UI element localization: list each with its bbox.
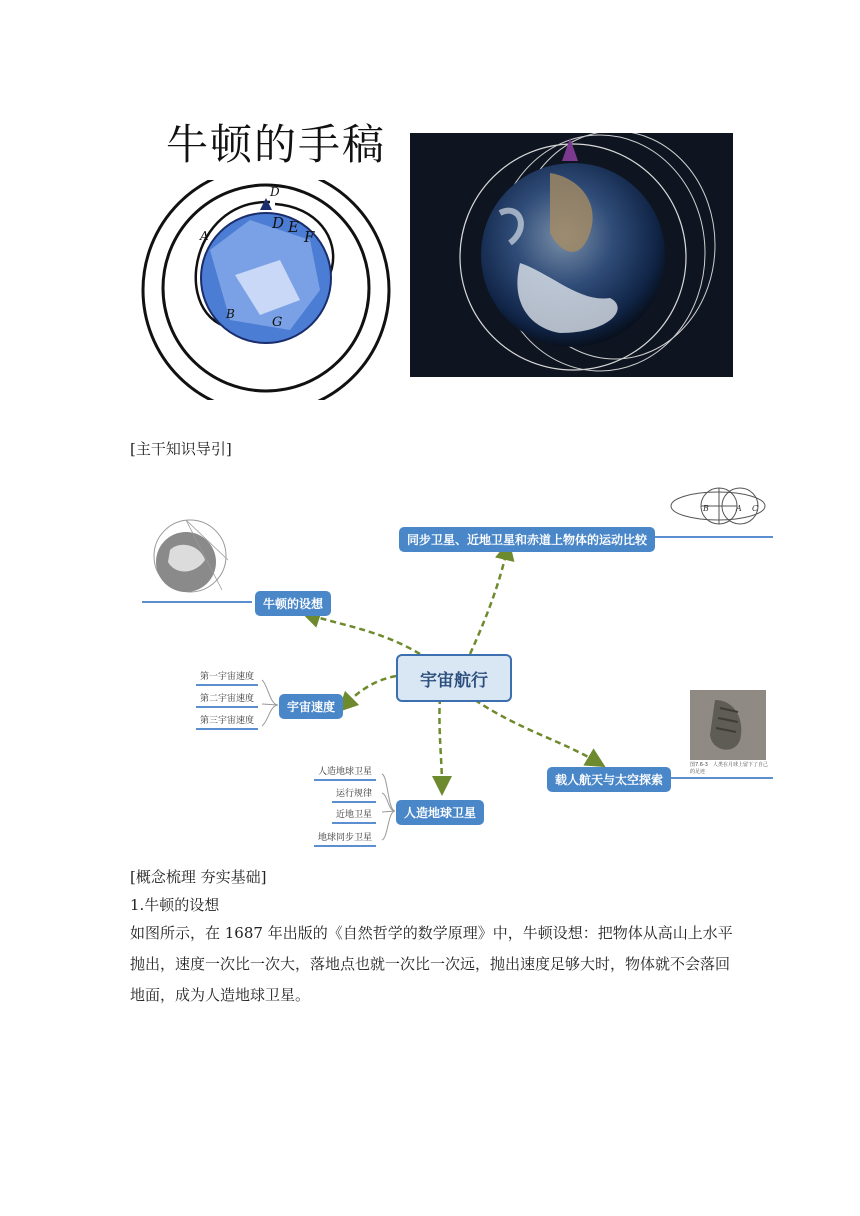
orbit-label: C (752, 504, 759, 513)
article-line: 地面，成为人造地球卫星。 (130, 986, 311, 1004)
sub-item[interactable]: 人造地球卫星 (314, 764, 376, 781)
sketch-label: F (304, 228, 315, 246)
sketch-label: A (200, 229, 209, 243)
globe-icon (154, 520, 228, 592)
section-heading: [主干知识导引] (130, 440, 232, 458)
article-line: 抛出，速度一次比一次大，落地点也就一次比一次远，抛出速度足够大时，物体就不会落回 (130, 955, 731, 973)
sub-item[interactable]: 第二宇宙速度 (196, 691, 258, 708)
sketch-label: E (288, 218, 299, 236)
photo-caption: 图7.6-3 人类在月球上留下了自己的足迹 (690, 762, 768, 775)
moon-footprint-photo (690, 690, 766, 760)
node-cosmic-velocity[interactable]: 宇宙速度 (279, 694, 343, 719)
orbit-label: B (703, 504, 709, 513)
section-heading: [概念梳理 夯实基础] (130, 868, 267, 886)
sub-item[interactable]: 近地卫星 (332, 807, 376, 824)
node-newton-hypothesis[interactable]: 牛顿的设想 (255, 591, 331, 616)
orbit-icon (671, 488, 765, 524)
article-heading: 1.牛顿的设想 (130, 896, 220, 914)
node-manned-spaceflight[interactable]: 载人航天与太空探索 (547, 767, 671, 792)
sketch-label: B (226, 307, 235, 321)
figure-title: 牛顿的手稿 (166, 120, 387, 169)
article-line: 如图所示，在 1687 年出版的《自然哲学的数学原理》中，牛顿设想：把物体从高山上水平 (130, 924, 733, 942)
sub-item[interactable]: 第三宇宙速度 (196, 713, 258, 730)
node-sync-satellite-comparison[interactable]: 同步卫星、近地卫星和赤道上物体的运动比较 (399, 527, 655, 552)
node-artificial-satellite[interactable]: 人造地球卫星 (396, 800, 484, 825)
sub-item[interactable]: 地球同步卫星 (314, 830, 376, 847)
sketch-label: D (270, 185, 280, 199)
orbit-label: A (736, 504, 742, 513)
sketch-label: D (272, 214, 285, 232)
sketch-label: G (272, 315, 283, 330)
sub-item[interactable]: 第一宇宙速度 (196, 669, 258, 686)
mindmap-center-node[interactable]: 宇宙航行 (396, 654, 512, 702)
sub-item[interactable]: 运行规律 (332, 786, 376, 803)
